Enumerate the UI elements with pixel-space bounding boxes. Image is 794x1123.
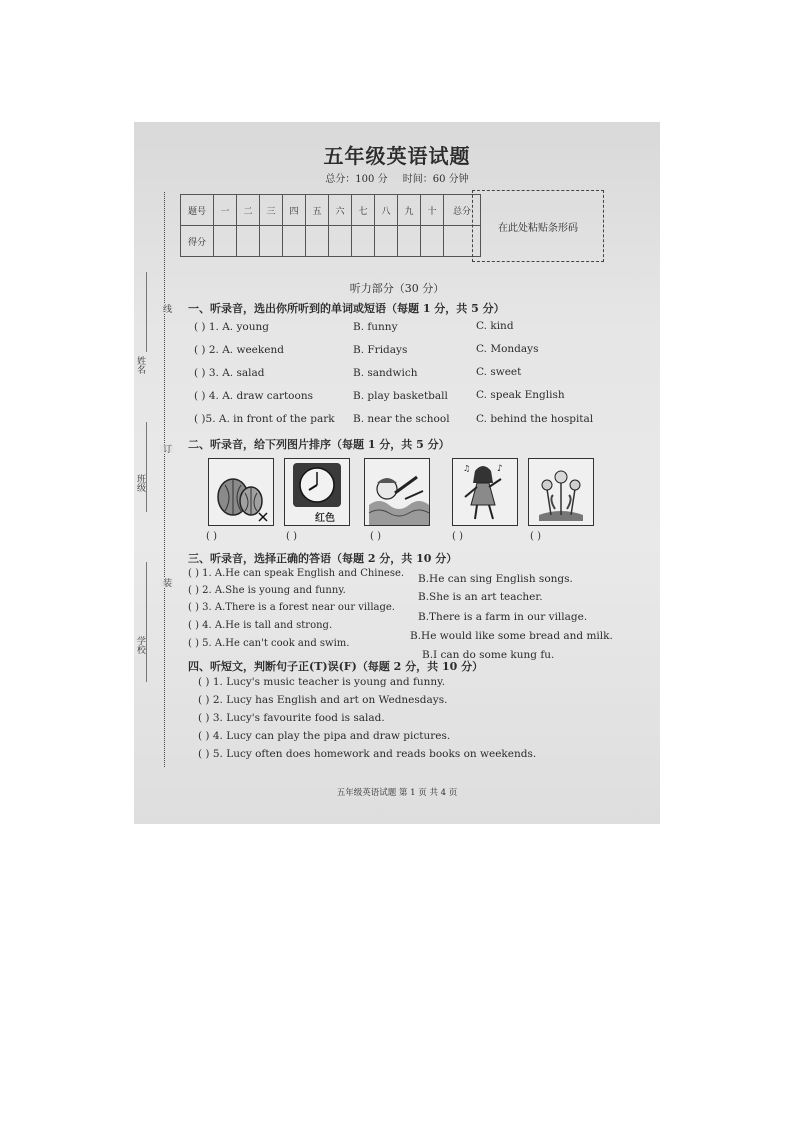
s1-q2-b: B. Fridays [353,344,408,356]
score-header-cell: 六 [329,195,352,226]
class-underline [146,422,147,512]
s1-q2-a: ( ) 2. A. weekend [194,344,284,356]
line-mark: 线 [161,304,171,313]
s1-q2-c: C. Mondays [476,343,539,355]
score-table-header-row [181,195,481,226]
section1-heading: 一、听录音，选出你所听到的单词或短语（每题 1 分，共 5 分） [188,302,505,315]
score-table [180,194,481,257]
score-header-cell: 八 [375,195,398,226]
section4-heading: 四、听短文，判断句子正(T)误(F)（每题 2 分，共 10 分） [188,660,484,673]
picture-blank-3: ( ) [370,531,381,542]
s3-q1-a: ( ) 1. A.He can speak English and Chinese. [188,568,405,579]
s3-q2-a: ( ) 2. A.She is young and funny. [188,585,346,596]
picture-blank-2: ( ) [286,531,297,542]
s3-q1-b: B.He can sing English songs. [418,573,573,585]
score-cell [398,226,421,257]
s4-q2: ( ) 2. Lucy has English and art on Wednesdays. [198,694,448,706]
picture-blank-1: ( ) [206,531,217,542]
s1-q3-a: ( ) 3. A. salad [194,367,265,379]
s3-q4-a: ( ) 4. A.He is tall and strong. [188,620,333,631]
s3-q5-b: B.I can do some kung fu. [422,649,555,661]
score-header-cell: 五 [306,195,329,226]
score-header-cell: 七 [352,195,375,226]
score-cell [421,226,444,257]
score-header-cell: 二 [237,195,260,226]
score-cell [283,226,306,257]
score-cell [329,226,352,257]
s4-q5: ( ) 5. Lucy often does homework and reads books on weekends. [198,748,537,760]
s3-q3-b: B.There is a farm in our village. [418,611,588,623]
s1-q4-a: ( ) 4. A. draw cartoons [194,390,313,402]
score-cell [352,226,375,257]
score-row-label: 得分 [181,226,214,257]
s3-q5-a: ( ) 5. A.He can't cook and swim. [188,638,350,649]
girl-singing-icon [452,458,518,526]
clock-caption: 红色 [315,513,335,524]
s4-q1: ( ) 1. Lucy's music teacher is young and funny. [198,676,446,688]
barcode-label: 在此处粘贴条形码 [498,222,578,234]
exam-title: 五年级英语试题 [323,144,471,168]
svg-text:♪: ♪ [497,464,503,474]
s4-q4: ( ) 4. Lucy can play the pipa and draw pictures. [198,730,451,742]
section2-heading: 二、听录音，给下列图片排序（每题 1 分，共 5 分） [188,438,450,451]
s1-q3-c: C. sweet [476,366,522,378]
score-header-cell: 三 [260,195,283,226]
school-underline [146,562,147,682]
s3-q3-a: ( ) 3. A.There is a forest near our village. [188,602,395,613]
binding-line [164,192,165,767]
line-mark: 订 [161,444,171,453]
score-cell [375,226,398,257]
s1-q1-c: C. kind [476,320,514,332]
score-cell [260,226,283,257]
page-footer: 五年级英语试题 第 1 页 共 4 页 [336,788,458,798]
s4-q3: ( ) 3. Lucy's favourite food is salad. [198,712,385,724]
class-label: 班级 [135,474,145,492]
score-table-score-row [181,226,481,257]
s1-q5-c: C. behind the hospital [476,413,594,425]
svg-text:♫: ♫ [463,464,471,473]
barcode-area [472,190,604,262]
score-header-cell: 一 [214,195,237,226]
section3-heading: 三、听录音，选择正确的答语（每题 2 分，共 10 分） [188,552,458,565]
score-header-cell: 题号 [181,195,214,226]
exam-time: 时间：60 分钟 [402,174,469,185]
clock-icon [284,458,350,526]
s1-q1-b: B. funny [353,321,398,333]
flower-icon [528,458,594,526]
s1-q5-a: ( )5. A. in front of the park [194,413,335,425]
s1-q1-a: ( ) 1. A. young [194,321,269,333]
score-header-cell: 总分 [444,195,481,226]
s1-q4-b: B. play basketball [353,390,448,402]
score-header-cell: 四 [283,195,306,226]
s3-q4-b: B.He would like some bread and milk. [410,630,613,642]
score-header-cell: 十 [421,195,444,226]
s1-q5-b: B. near the school [353,413,450,425]
exam-paper [134,122,660,824]
line-mark: 装 [161,578,171,587]
listening-title: 听力部分（30 分） [349,282,445,295]
score-cell [237,226,260,257]
school-label: 学校 [135,636,145,654]
name-label: 姓名 [135,356,145,374]
picture-blank-5: ( ) [530,531,541,542]
exam-subtitle [134,170,660,185]
total-score: 总分：100 分 [325,174,388,185]
swimming-icon [364,458,430,526]
onion-icon [208,458,274,526]
s1-q4-c: C. speak English [476,389,565,401]
picture-blank-4: ( ) [452,531,463,542]
score-header-cell: 九 [398,195,421,226]
s1-q3-b: B. sandwich [353,367,418,379]
s3-q2-b: B.She is an art teacher. [418,591,543,603]
score-cell [306,226,329,257]
score-cell [214,226,237,257]
